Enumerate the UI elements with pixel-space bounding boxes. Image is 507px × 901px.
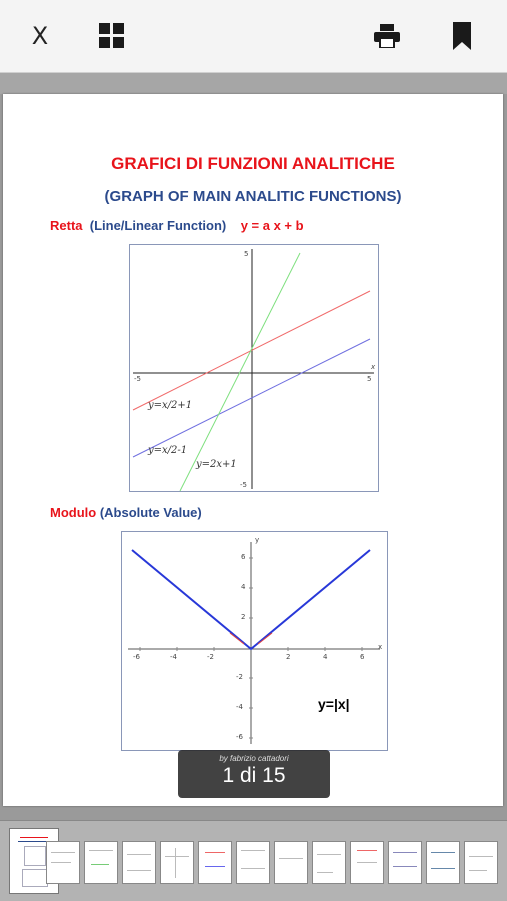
y-tick-min: -5: [240, 481, 247, 489]
thumbnail-page-9[interactable]: [312, 841, 346, 884]
page-title: GRAFICI DI FUNZIONI ANALITICHE: [111, 154, 395, 173]
close-button[interactable]: [22, 18, 58, 54]
page-subtitle: (GRAPH OF MAIN ANALITIC FUNCTIONS): [104, 188, 402, 205]
thumbnail-page-11[interactable]: [388, 841, 422, 884]
document-page[interactable]: [3, 94, 503, 806]
thumbnail-page-7[interactable]: [236, 841, 270, 884]
toolbar: [0, 0, 507, 73]
thumbnail-page-3[interactable]: [84, 841, 118, 884]
y-axis-label: y: [255, 536, 260, 544]
thumbnail-page-12[interactable]: [426, 841, 460, 884]
page-indicator: [178, 750, 330, 798]
thumbnail-page-2[interactable]: [46, 841, 80, 884]
x-axis-label: x: [371, 363, 376, 371]
bookmark-icon: [453, 22, 471, 50]
grid-icon: [99, 23, 125, 49]
thumbnail-page-5[interactable]: [160, 841, 194, 884]
y-tick: 6: [241, 553, 246, 561]
line-green: [180, 253, 300, 491]
close-label: X: [31, 22, 49, 50]
x-tick-min: -5: [134, 375, 141, 383]
thumbnail-page-10[interactable]: [350, 841, 384, 884]
linear-function-graph: [129, 244, 379, 492]
x-tick: -6: [133, 653, 140, 661]
x-tick: 2: [286, 653, 291, 661]
thumbnail-page-13[interactable]: [464, 841, 498, 884]
section-abs-name: Modulo: [50, 505, 97, 520]
thumbnail-page-4[interactable]: [122, 841, 156, 884]
y-tick: 4: [241, 583, 246, 591]
thumbnails-grid-button[interactable]: [94, 18, 130, 54]
y-tick: -6: [236, 733, 243, 741]
section-linear-heading: [50, 218, 304, 233]
x-axis-label: x: [378, 643, 383, 651]
author-credit: by fabrizio cattadori: [219, 754, 289, 763]
y-tick: -4: [236, 703, 243, 711]
section-linear-name: Retta: [50, 218, 83, 233]
bookmark-button[interactable]: [444, 18, 480, 54]
y-tick: 2: [241, 613, 246, 621]
x-tick-max: 5: [367, 375, 372, 383]
y-tick-max: 5: [244, 250, 249, 258]
section-abs-desc: (Absolute Value): [99, 505, 202, 520]
section-linear-desc: (Line/Linear Function): [89, 218, 227, 233]
page-count: 1 di 15: [222, 764, 286, 787]
thumbnail-page-8[interactable]: [274, 841, 308, 884]
absolute-value-graph: [121, 531, 388, 751]
x-tick: -4: [170, 653, 177, 661]
x-tick: 6: [360, 653, 365, 661]
y-tick: -2: [236, 673, 243, 681]
print-icon: [374, 24, 400, 48]
label-green-line: y=2x+1: [196, 459, 237, 470]
label-red-line: y=x/2+1: [148, 400, 193, 411]
abs-function-label: y=|x|: [318, 696, 350, 712]
thumbnail-page-6[interactable]: [198, 841, 232, 884]
section-abs-heading: [50, 505, 202, 520]
section-linear-formula: y = a x + b: [240, 218, 304, 233]
thumbnail-strip[interactable]: [0, 820, 507, 901]
label-blue-line: y=x/2-1: [148, 445, 188, 456]
separator-band: [0, 73, 507, 94]
print-button[interactable]: [369, 18, 405, 54]
x-tick: -2: [207, 653, 214, 661]
x-tick: 4: [323, 653, 328, 661]
